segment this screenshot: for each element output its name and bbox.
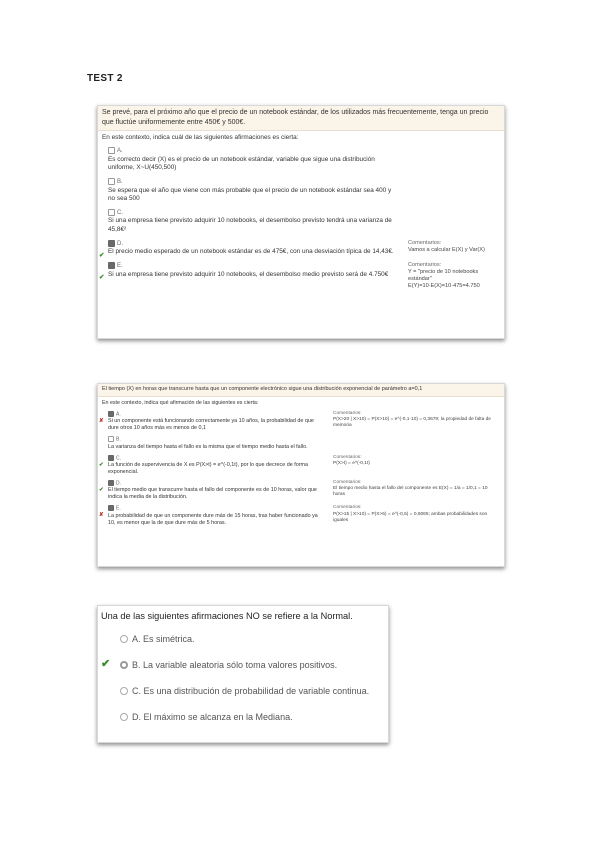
option-content xyxy=(108,480,323,501)
option-letter xyxy=(108,455,323,462)
option-content xyxy=(108,411,323,432)
radio-option[interactable] xyxy=(98,652,388,678)
incorrect-cross-icon: ✘ xyxy=(99,418,104,424)
option-row xyxy=(108,505,500,526)
document-title: TEST 2 xyxy=(87,73,123,84)
option-content xyxy=(108,209,398,235)
option-row xyxy=(108,480,500,501)
feedback-text: P(X>15 | X>10) = P(X>5) = e^(-0,5) = 0,6065; ambas probabilidades son iguales xyxy=(333,511,488,523)
feedback-text: P(X>20 | X>10) = P(X>10) = e^(-0,1·10) = 0,3679; la propiedad de falta de memoria xyxy=(333,417,491,429)
feedback-title: Comentarios: xyxy=(333,505,362,511)
radio-button[interactable] xyxy=(120,661,128,669)
question-prompt: En este contexto, indica cuál de las siguientes afirmaciones es cierta: xyxy=(102,134,299,141)
option-feedback xyxy=(408,240,500,254)
option-letter xyxy=(108,480,323,487)
option-feedback xyxy=(333,480,500,499)
option-letter-text: B. xyxy=(116,436,121,443)
option-letter-text: C. xyxy=(117,209,123,216)
option-text: Si un componente está funcionando correctamente ya 10 años, la probabilidad de que dure otros 10 años más es menos de 0,1 xyxy=(108,418,314,432)
option-letter-text: C. xyxy=(116,454,121,461)
option-checkbox[interactable] xyxy=(108,147,115,154)
option-feedback xyxy=(333,505,500,524)
quiz-screenshot-3 xyxy=(97,605,389,743)
option-content xyxy=(108,436,323,450)
feedback-text: El tiempo medio hasta el fallo del componente es E(X) = 1/a = 1/0,1 = 10 horas xyxy=(333,486,488,498)
option-letter-text: B. xyxy=(117,178,123,185)
correct-check-icon: ✔ xyxy=(99,461,104,468)
option-letter xyxy=(108,178,398,187)
option-content xyxy=(108,262,398,279)
radio-option[interactable] xyxy=(98,678,388,704)
option-text: Es correcto decir (X) es el precio de un notebook estándar, variable que sigue una distribución uniforme, X~U(450,500) xyxy=(108,155,375,172)
option-checkbox[interactable] xyxy=(108,436,114,442)
radio-button[interactable] xyxy=(120,713,128,721)
correct-check-icon: ✔ xyxy=(99,273,105,281)
option-letter-text: D. xyxy=(117,240,123,247)
option-checkbox[interactable] xyxy=(108,505,114,511)
option-letter xyxy=(108,436,323,443)
option-text: El tiempo medio que transcurre hasta el fallo del componente es de 10 horas, valor que indica la media de la distribución. xyxy=(108,487,317,501)
option-row xyxy=(108,436,500,450)
answer-option[interactable] xyxy=(98,504,504,529)
option-feedback xyxy=(333,455,500,467)
option-content xyxy=(108,147,398,173)
correct-check-icon: ✔ xyxy=(101,658,111,670)
answer-option[interactable] xyxy=(98,410,504,435)
option-letter xyxy=(108,411,323,418)
feedback-text: Vamos a calcular E(X) y Var(X) xyxy=(408,246,485,253)
question-text: Una de las siguientes afirmaciones NO se refiere a la Normal. xyxy=(101,611,353,621)
feedback-title: Comentarios: xyxy=(333,479,362,485)
option-letter-text: A. xyxy=(117,148,123,155)
answer-option[interactable] xyxy=(98,454,504,479)
option-text: La probabilidad de que un componente dure más de 15 horas, tras haber funcionado ya 10, es menor que la de que dure más de 5 horas. xyxy=(108,512,318,526)
option-checkbox[interactable] xyxy=(108,209,115,216)
option-letter-text: A. xyxy=(116,411,121,418)
radio-option[interactable] xyxy=(98,704,388,730)
incorrect-cross-icon: ✘ xyxy=(99,512,104,519)
option-checkbox[interactable] xyxy=(108,240,115,247)
option-row xyxy=(108,411,500,432)
option-checkbox[interactable] xyxy=(108,411,114,417)
option-text: La varianza del tiempo hasta el fallo es la misma que el tiempo medio hasta el fallo. xyxy=(108,443,308,450)
feedback-title: Comentarios: xyxy=(408,239,442,246)
option-row xyxy=(108,262,500,291)
option-letter xyxy=(108,262,398,271)
option-text: La función de supervivencia de X es P(X>t) = e^(-0,1t), por lo que decrece de forma exponencial. xyxy=(108,461,308,475)
option-letter xyxy=(108,209,398,218)
option-content xyxy=(108,178,398,204)
option-letter xyxy=(108,147,398,156)
feedback-text: P(X>t) = e^(-0,1t) xyxy=(333,460,370,466)
option-text: Si una empresa tiene previsto adquirir 10 notebooks, el desembolso previsto tendrá una varianza de 45,8€² xyxy=(108,217,392,233)
option-text: Si una empresa tiene previsto adquirir 10 notebooks, el desembolso medio previsto será de 4.750€ xyxy=(108,270,389,278)
quiz-screenshot-2 xyxy=(97,383,505,567)
answer-option[interactable] xyxy=(98,145,504,176)
option-row xyxy=(108,455,500,476)
option-text: Se espera que el año que viene con más probable que el precio de un notebook estándar sea 400 y no sea 500 xyxy=(108,186,392,203)
answer-option[interactable] xyxy=(98,479,504,504)
options-list xyxy=(98,145,504,294)
correct-check-icon: ✔ xyxy=(99,486,104,493)
radio-option-label: D. El máximo se alcanza en la Mediana. xyxy=(132,712,293,722)
quiz-screenshot-1 xyxy=(97,105,505,339)
option-content xyxy=(108,455,323,476)
answer-option[interactable] xyxy=(98,176,504,207)
option-checkbox[interactable] xyxy=(108,262,115,269)
radio-button[interactable] xyxy=(120,635,128,643)
option-content xyxy=(108,240,398,257)
radio-option-label: B. La variable aleatoria sólo toma valores positivos. xyxy=(132,660,338,670)
option-letter-text: E. xyxy=(116,505,121,512)
question-prompt: En este contexto, indica qué afirmación de las siguientes es cierta: xyxy=(102,400,259,406)
option-checkbox[interactable] xyxy=(108,455,114,461)
option-feedback xyxy=(408,262,500,291)
answer-option[interactable] xyxy=(98,435,504,453)
options-list xyxy=(98,410,504,530)
option-checkbox[interactable] xyxy=(108,178,115,185)
radio-option[interactable] xyxy=(98,626,388,652)
option-letter xyxy=(108,505,323,512)
answer-option[interactable] xyxy=(98,238,504,260)
option-row xyxy=(108,147,500,173)
option-checkbox[interactable] xyxy=(108,480,114,486)
question-text: Se prevé, para el próximo año que el precio de un notebook estándar, de los utilizados más frecuentemente, tenga un precio que fluctúe uniformemente entre 450€ y 500€. xyxy=(98,106,504,131)
option-content xyxy=(108,505,323,526)
option-text: El precio medio esperado de un notebook estándar es de 475€, con una desviación típica de 14,43€. xyxy=(108,248,394,256)
option-row xyxy=(108,209,500,235)
feedback-text: Y = "precio de 10 notebooks estándar" E(Y)=10·E(X)=10·475=4.750 xyxy=(408,269,480,290)
correct-check-icon: ✔ xyxy=(99,251,105,259)
option-row xyxy=(108,178,500,204)
radio-options-list xyxy=(98,626,388,730)
option-feedback xyxy=(333,411,500,430)
radio-option-label: C. Es una distribución de probabilidad de variable continua. xyxy=(132,686,370,696)
answer-option[interactable] xyxy=(98,207,504,238)
feedback-title: Comentarios: xyxy=(333,454,362,460)
option-row xyxy=(108,240,500,257)
radio-button[interactable] xyxy=(120,687,128,695)
answer-option[interactable] xyxy=(98,260,504,294)
radio-option-label: A. Es simétrica. xyxy=(132,634,195,644)
option-letter xyxy=(108,240,398,249)
question-text: El tiempo (X) en horas que transcurre hasta que un componente electrónico sigue una distribución exponencial de parámetro a=0,1 xyxy=(98,384,504,397)
feedback-title: Comentarios: xyxy=(408,261,442,268)
option-letter-text: E. xyxy=(117,262,123,269)
option-letter-text: D. xyxy=(116,480,121,487)
feedback-title: Comentarios: xyxy=(333,411,362,416)
